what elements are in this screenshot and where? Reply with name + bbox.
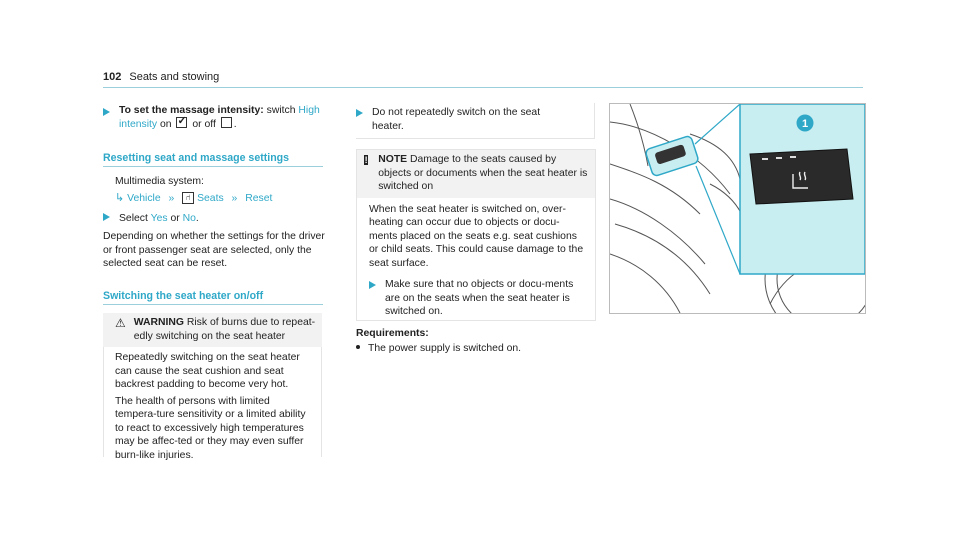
callout-number: 1: [801, 118, 809, 130]
header-rule: [103, 87, 863, 88]
reset-paragraph: Depending on whether the settings for the driver or front passenger seat are selected, only the selected seat can be reset.: [103, 231, 325, 270]
no-link[interactable]: No: [182, 213, 196, 224]
step-arrow-icon: [103, 108, 110, 116]
section-rule: [103, 304, 323, 305]
exclamation-icon: !: [364, 155, 368, 165]
note-box: ! NOTE Damage to the seats caused by objects or documents when the seat heater is switched on When the seat heater is switched on, over-heating can occur due to objects or docu-ments placed on the seats e.g. seat cushions or child seats. This could cause damage to the seat surface. Make sure that no objects or docu-ments are on the seats when the seat heater is switched on.: [356, 149, 596, 321]
seat-icon: ⑁: [182, 192, 194, 204]
chapter-title: Seats and stowing: [129, 71, 220, 83]
step-do-not-repeat: Do not repeatedly switch on the seat heater.: [356, 103, 595, 139]
yes-link[interactable]: Yes: [150, 213, 168, 224]
checked-box-icon: [176, 117, 187, 128]
path-seats[interactable]: Seats: [197, 192, 224, 204]
door-panel-drawing: [610, 104, 865, 313]
requirements-title: Requirements:: [356, 328, 429, 339]
requirement-item: The power supply is switched on.: [368, 342, 522, 354]
unchecked-box-icon: [221, 117, 232, 128]
note-step: Make sure that no objects or docu-ments are on the seats when the seat heater is switched on.: [369, 278, 587, 319]
requirements: [356, 327, 596, 355]
seat-heater-illustration: [609, 103, 866, 314]
step-select: Select Yes or No.: [103, 212, 323, 226]
page-header: [103, 70, 219, 84]
path-reset[interactable]: Reset: [245, 192, 273, 204]
note-paragraph: When the seat heater is switched on, over-heating can occur due to objects or docu-ments placed on the seats e.g. seat cushions or child seats. This could cause damage to the seat surface.: [369, 203, 584, 269]
bullet-icon: [356, 345, 360, 349]
high-link[interactable]: High: [298, 105, 320, 116]
warning-paragraph-1: Repeatedly switching on the seat heater can cause the seat cushion and seat backrest padding to become very hot.: [115, 352, 300, 391]
heading-seat-heater: Switching the seat heater on/off: [103, 290, 264, 302]
warning-label: WARNING: [133, 317, 184, 328]
heading-reset: Resetting seat and massage settings: [103, 152, 290, 164]
step-massage-intensity: To set the massage intensity: switch High intensity on ✓ or off .: [103, 104, 323, 131]
warning-triangle-icon: ⚠: [115, 316, 126, 330]
step-arrow-icon: [369, 281, 376, 289]
warning-paragraph-2: The health of persons with limited tempera-ture sensitivity or a limited ability to react to excessively high temperatures may be affec-ted or they may even suffer burn-like injuries.: [115, 395, 306, 461]
path-vehicle[interactable]: Vehicle: [127, 192, 161, 204]
double-chevron-icon: »: [231, 192, 238, 204]
section-rule: [103, 166, 323, 167]
step-arrow-icon: [103, 213, 110, 221]
return-arrow-icon: ↳: [115, 191, 125, 204]
warning-box: ⚠ WARNING Risk of burns due to repeat-edly switching on the seat heater Repeatedly switching on the seat heater can cause the seat cushion and seat backrest padding to become very hot. The health of persons with limited tempera-ture sensitivity or a limited ability to react to excessively high temperatures may be affec-ted or they may even suffer burn-like injuries.: [103, 313, 322, 459]
menu-path: [115, 191, 325, 206]
double-chevron-icon: »: [168, 192, 175, 204]
page-number: 102: [103, 71, 122, 83]
step-arrow-icon: [356, 109, 363, 117]
multimedia-label: Multimedia system:: [115, 176, 204, 187]
note-label: NOTE: [378, 154, 408, 165]
intensity-link[interactable]: intensity: [119, 118, 158, 130]
